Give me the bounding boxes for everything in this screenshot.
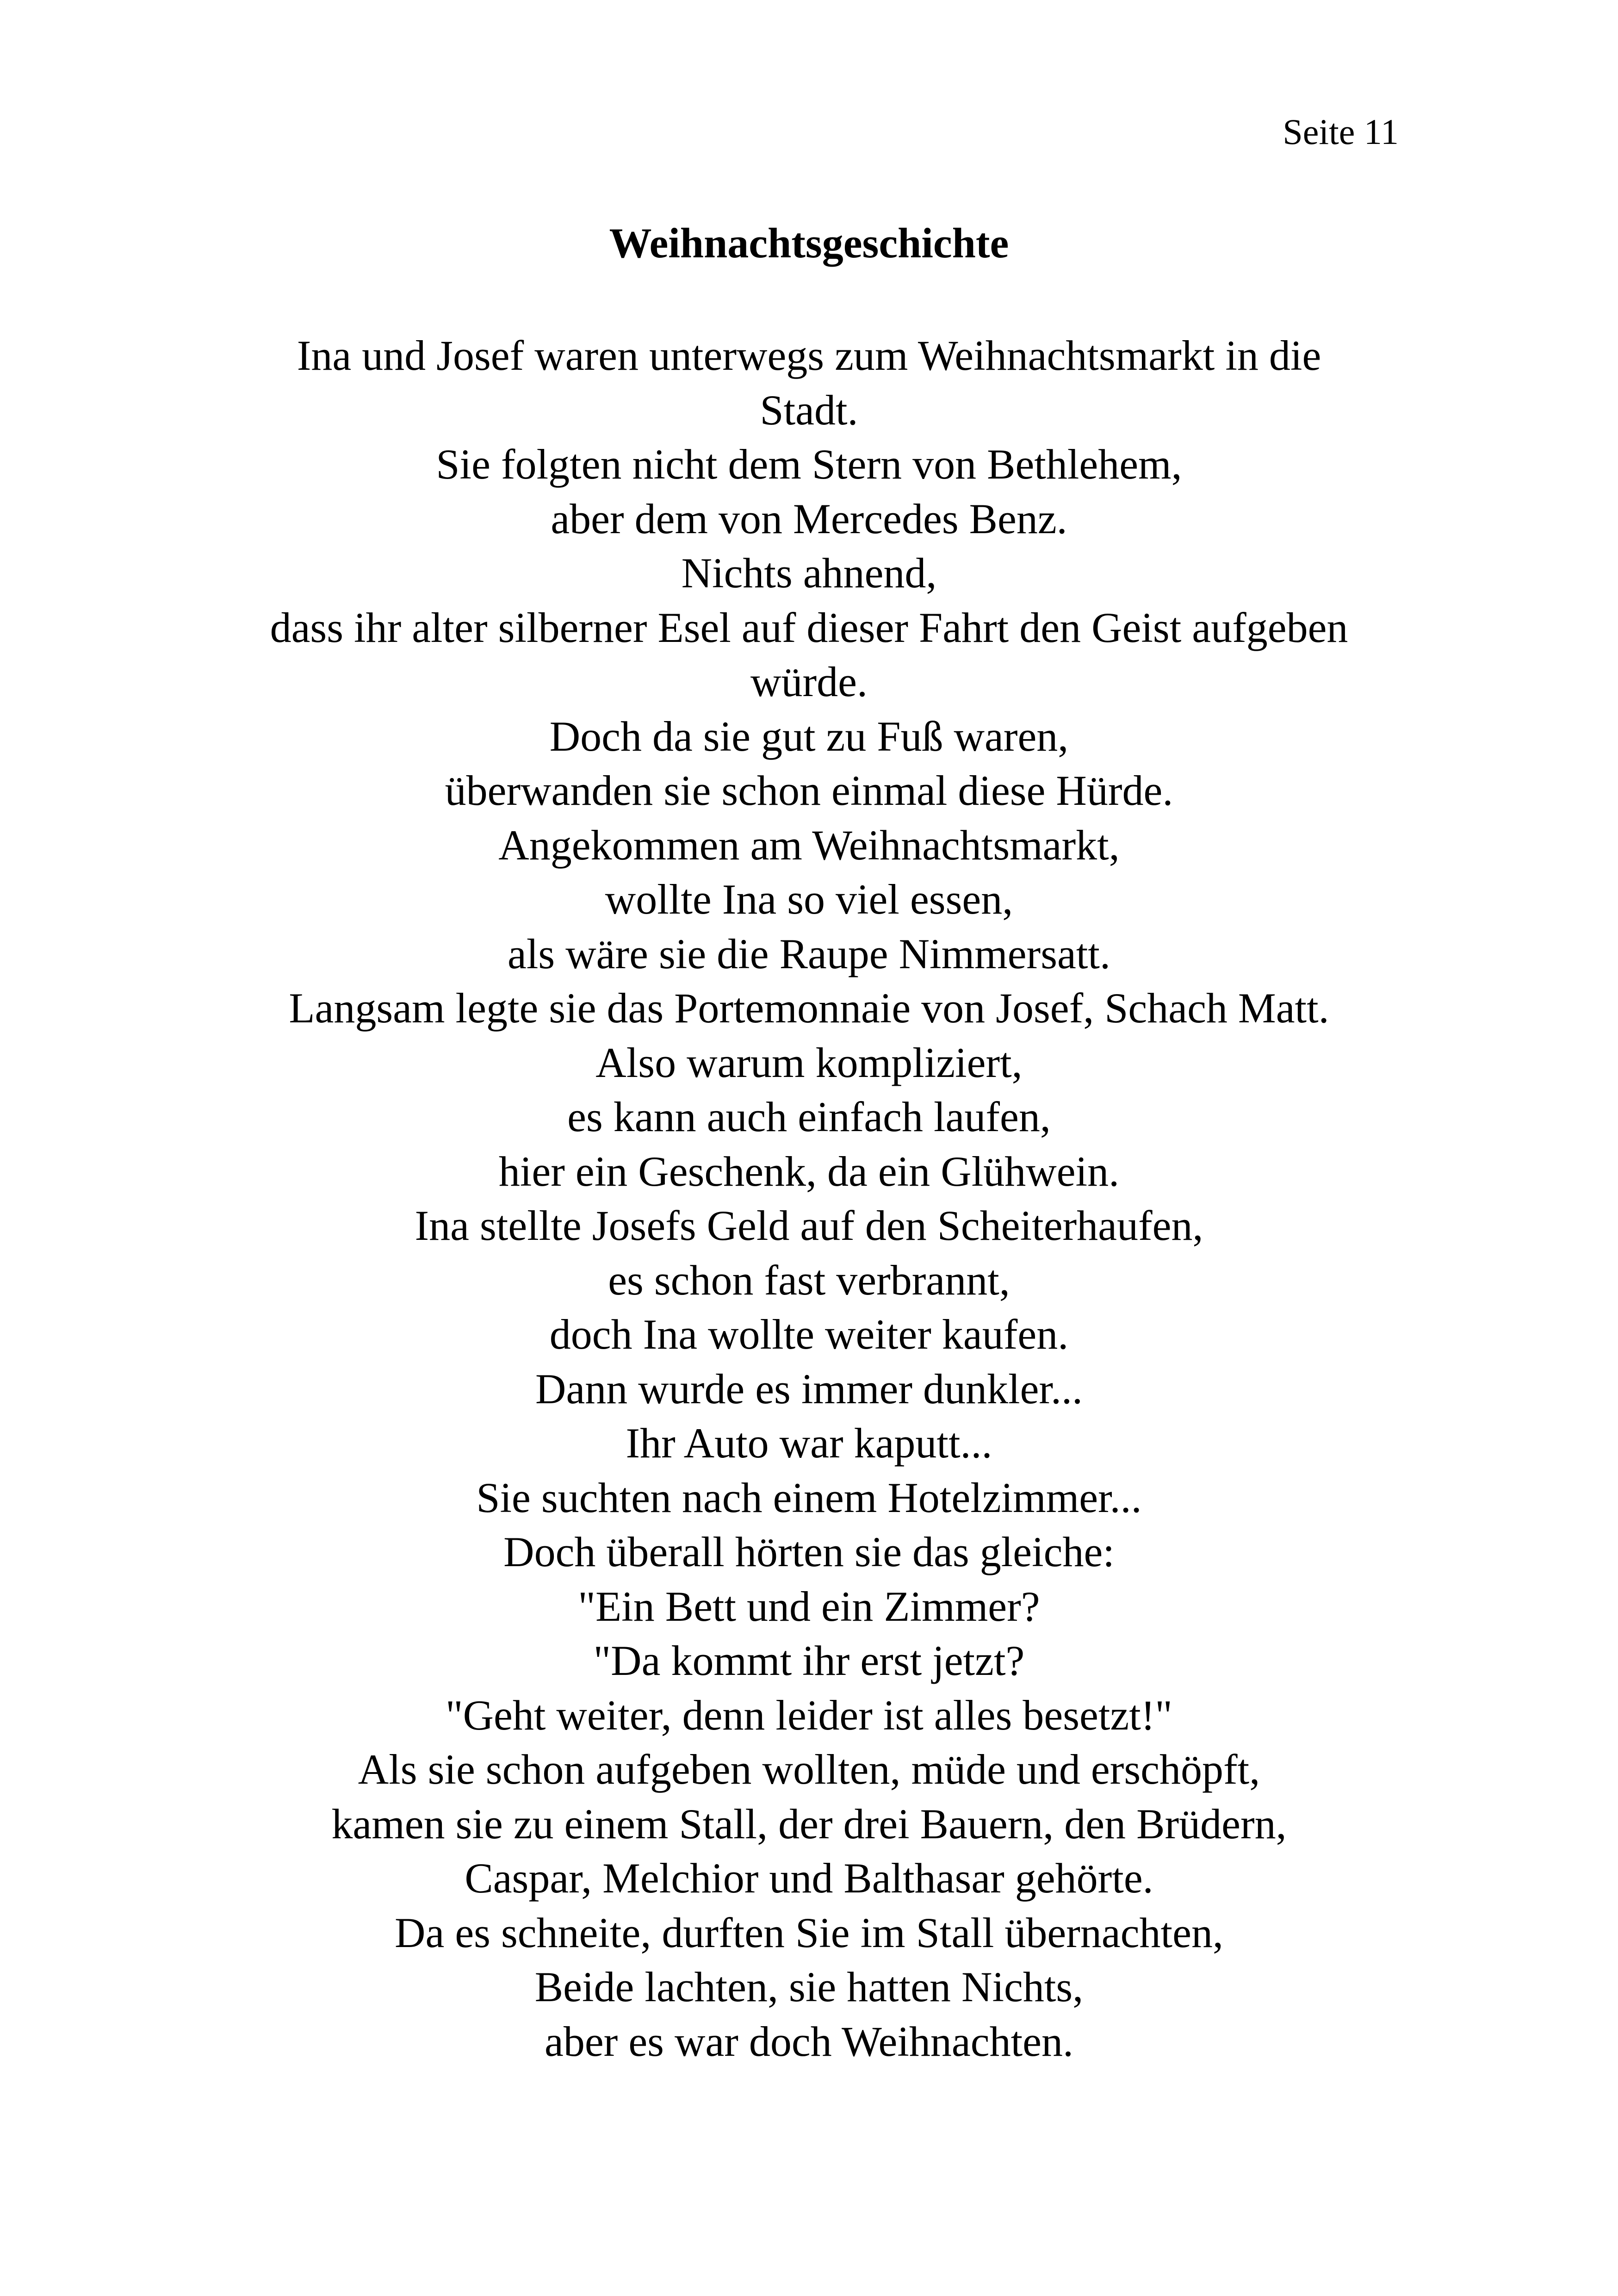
poem-line: kamen sie zu einem Stall, der drei Bauern, den Brüdern, (331, 1800, 1287, 1848)
poem-line: Nichts ahnend, (681, 549, 937, 597)
poem-line: hier ein Geschenk, da ein Glühwein. (498, 1147, 1120, 1195)
poem-line: "Geht weiter, denn leider ist alles besetzt!" (446, 1691, 1172, 1739)
poem-line: Sie folgten nicht dem Stern von Bethlehem, (436, 441, 1182, 488)
poem-line: Stadt. (760, 386, 858, 434)
poem-line: als wäre sie die Raupe Nimmersatt. (508, 930, 1110, 977)
poem-line: Beide lachten, sie hatten Nichts, (534, 1963, 1084, 2010)
poem-line: Ina stellte Josefs Geld auf den Scheiterhaufen, (415, 1202, 1203, 1249)
poem-line: Ina und Josef waren unterwegs zum Weihnachtsmarkt in die (297, 332, 1321, 379)
poem-line: wollte Ina so viel essen, (605, 876, 1013, 923)
poem-line: "Da kommt ihr erst jetzt? (593, 1637, 1025, 1684)
poem-line: dass ihr alter silberner Esel auf dieser Fahrt den Geist aufgeben (270, 604, 1348, 651)
poem-line: es schon fast verbrannt, (608, 1256, 1010, 1304)
poem-line: doch Ina wollte weiter kaufen. (549, 1311, 1069, 1358)
poem-line: Caspar, Melchior und Balthasar gehörte. (465, 1854, 1153, 1902)
poem-line: aber dem von Mercedes Benz. (551, 495, 1067, 542)
page-title: Weihnachtsgeschichte (609, 219, 1009, 267)
poem-line: Als sie schon aufgeben wollten, müde und erschöpft, (358, 1746, 1260, 1793)
poem-body (139, 329, 1479, 2069)
poem-line: Da es schneite, durften Sie im Stall übernachten, (395, 1909, 1223, 1956)
poem-line: Langsam legte sie das Portemonnaie von Josef, Schach Matt. (289, 984, 1329, 1032)
poem-line: Doch da sie gut zu Fuß waren, (549, 712, 1069, 760)
poem-line: überwanden sie schon einmal diese Hürde. (445, 767, 1173, 814)
page-number: Seite 11 (1283, 112, 1399, 152)
poem-line: es kann auch einfach laufen, (567, 1093, 1051, 1140)
poem-line: "Ein Bett und ein Zimmer? (578, 1582, 1040, 1630)
poem-line: Also warum kompliziert, (595, 1039, 1023, 1086)
poem-line: Dann wurde es immer dunkler... (535, 1365, 1083, 1412)
poem-line: aber es war doch Weihnachten. (545, 2017, 1073, 2065)
poem-line: würde. (750, 658, 868, 705)
poem-line: Doch überall hörten sie das gleiche: (503, 1528, 1115, 1575)
poem-line: Ihr Auto war kaputt... (626, 1419, 992, 1467)
poem-line: Angekommen am Weihnachtsmarkt, (498, 821, 1120, 869)
poem-line: Sie suchten nach einem Hotelzimmer... (476, 1474, 1142, 1521)
